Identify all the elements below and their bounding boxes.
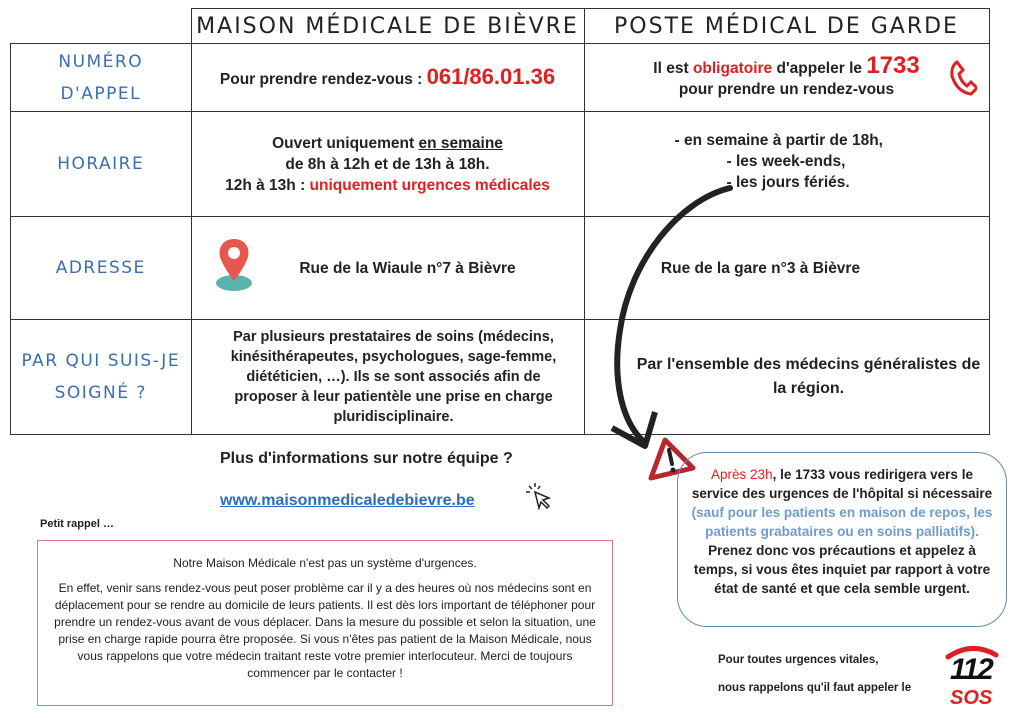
row-label-horaire: HORAIRE [11,112,192,217]
rappel-box [37,540,613,706]
pg-caregivers: Par l'ensemble des médecins généralistes de la région. [584,320,989,435]
label-line2: SOIGNÉ ? [54,383,147,403]
phone-prefix: Pour prendre rendez-vous : [219,70,427,88]
sos-112-logo [944,645,1000,711]
apres-23h: Après 23h [711,467,773,482]
logo-112: 112 [950,653,992,686]
vital-line2: nous rappelons qu'il faut appeler le [718,682,912,694]
urgences-text: uniquement urgences médicales [309,176,550,194]
vital-line1: Pour toutes urgences vitales, [718,654,879,666]
mm-phone-number: 061/86.01.36 [426,63,556,89]
logo-sos: SOS [950,687,993,709]
text: 12h à 13h : [225,176,310,194]
cursor-click-icon [525,482,553,510]
more-info-text: Plus d'informations sur notre équipe ? [220,450,513,467]
pg-phone-line2: pour prendre un rendez-vous [678,81,895,98]
petit-rappel-title: Petit rappel … [40,518,114,530]
pg-phone-number: 1733 [866,52,920,79]
mm-caregivers: Par plusieurs prestataires de soins (médecins, kinésithérapeutes, psychologues, sage-femme, diététicien, …). Ils se sont associés afin de proposer à leur patientèle une prise en charge pluridisciplinaire. [191,320,584,435]
website-link[interactable]: www.maisonmedicaledebievre.be [220,492,475,509]
en-semaine: en semaine [418,134,503,152]
header-poste-garde: POSTE MÉDICAL DE GARDE [584,9,989,44]
after-23h-bubble [677,452,1007,627]
exception-text: (sauf pour les patients en maison de repos, les patients grabataires ou en soins palliatifs). [691,505,993,539]
pg-address: Rue de la gare n°3 à Bièvre [584,217,989,320]
rappel-line1: Notre Maison Médicale n'est pas un système d'urgences. [173,556,477,570]
rappel-body: En effet, venir sans rendez-vous peut poser problème car il y a des heures où nos médecins sont en déplacement pour se rendre au domicile de leurs patients. Il est dès lors important de téléphoner pour prendre un rendez-vous avant de vous déplacer. Dans la mesure du possible et selon la situation, une prise en charge rapide pourra être proposée. Si vous n'êtes pas patient de la Maison Médicale, nous vous rappelons que votre médecin traitant reste votre premier interlocuteur. Merci de toujours commencer par le contacter ! [54,581,596,680]
mm-address: Rue de la Wiaule n°7 à Bièvre [299,259,516,277]
text: , le 1733 vous redirigera vers le service des urgences de l'hôpital si nécessaire [691,467,993,501]
text: Il est [653,60,693,77]
text: d'appeler le [772,60,867,77]
pg-hours-item: - en semaine à partir de 18h, [674,132,883,149]
text: Prenez donc vos précautions et appelez à temps, si vous êtes inquiet par rapport à votre état de santé et que cela semble urgent. [693,543,991,596]
obligatoire-text: obligatoire [692,60,773,77]
row-label-numero: NUMÉRO D'APPEL [11,44,192,112]
pg-hours-item: - les week-ends, [726,153,846,170]
label-line1: PAR QUI SUIS-JE [21,351,181,371]
pg-hours-item: - les jours fériés. [726,174,850,191]
text: Ouvert uniquement [272,134,419,152]
header-maison-medicale: MAISON MÉDICALE DE BIÈVRE [191,9,584,44]
row-label-adresse: ADRESSE [11,217,192,320]
hours-line2: de 8h à 12h et de 13h à 18h. [285,155,490,173]
